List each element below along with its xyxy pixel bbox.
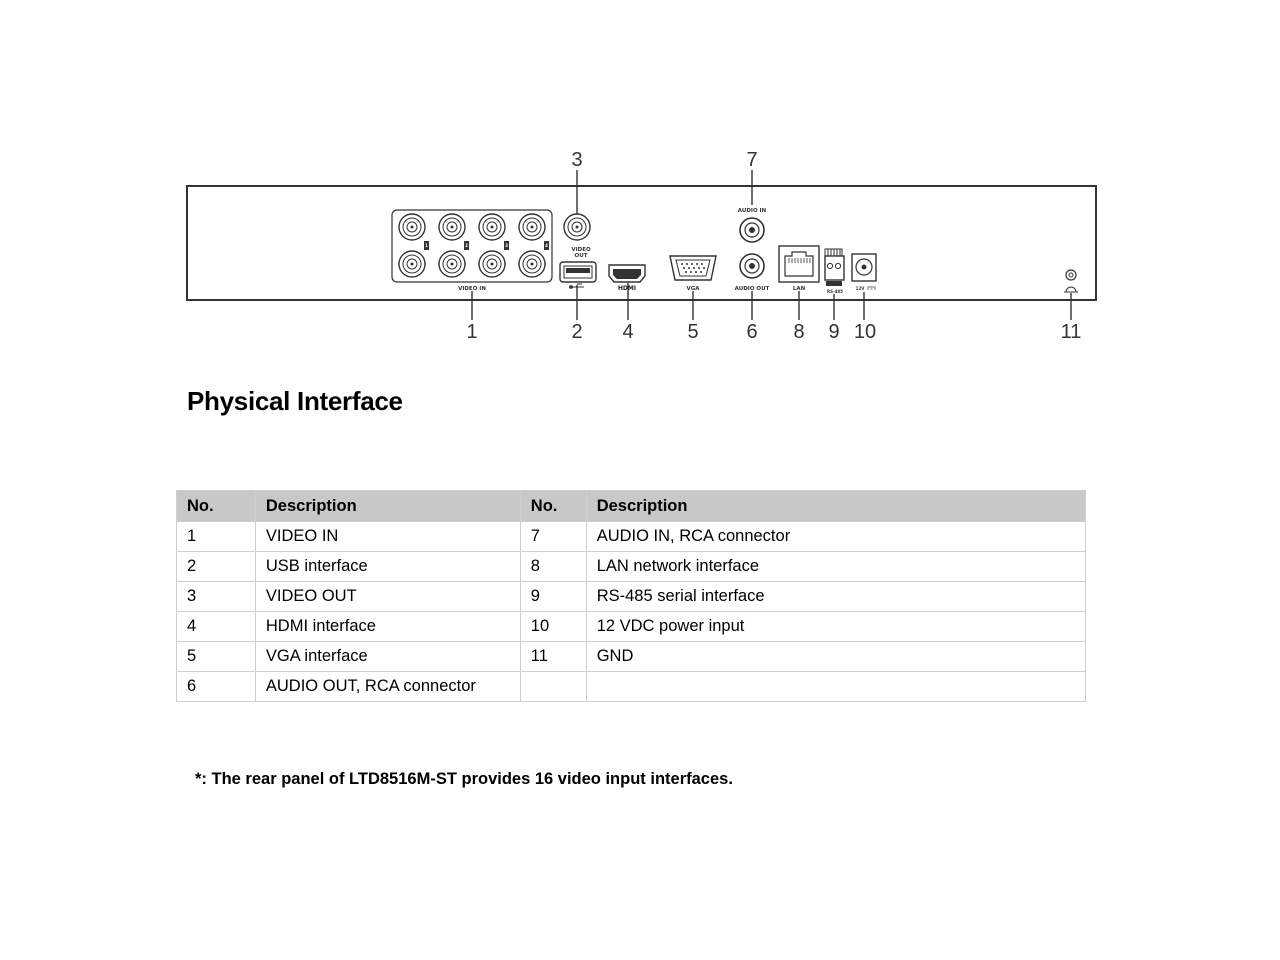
interface-table (176, 490, 1086, 702)
lan-label: LAN (792, 286, 806, 292)
bnc-connector-row-top (399, 214, 545, 240)
table-row (177, 612, 1086, 642)
table-row (177, 522, 1086, 552)
table-cell: 1 (177, 522, 256, 552)
video-out-bnc-connector (564, 214, 590, 240)
header-description-right: Description (586, 491, 1085, 522)
dc-symbol-icon (867, 287, 876, 289)
bnc-channel-numbers (424, 241, 549, 250)
callout-11: 11 (1060, 321, 1082, 343)
audio-in-rca-connector (740, 218, 764, 242)
ground-symbol-icon (1064, 287, 1078, 292)
table-cell (586, 672, 1085, 702)
table-cell: 3 (177, 582, 256, 612)
video-out-label-2: OUT (574, 253, 588, 259)
audio-in-label: AUDIO IN (737, 208, 767, 214)
table-cell (520, 672, 586, 702)
header-no-left: No. (177, 491, 256, 522)
table-cell: RS-485 serial interface (586, 582, 1085, 612)
footnote: *: The rear panel of LTD8516M-ST provides 16 video input interfaces. (195, 770, 733, 788)
svg-text:3: 3 (505, 243, 508, 248)
header-description-left: Description (255, 491, 520, 522)
table-cell: 12 VDC power input (586, 612, 1085, 642)
table-row (177, 552, 1086, 582)
callout-3: 3 (571, 149, 583, 171)
device-rear-panel (187, 186, 1096, 300)
callout-leader-lines (472, 170, 1071, 320)
svg-text:2: 2 (465, 243, 468, 248)
table-row (177, 672, 1086, 702)
table-row (177, 642, 1086, 672)
table-cell: GND (586, 642, 1085, 672)
video-in-label: VIDEO IN (458, 286, 486, 292)
table-row (177, 582, 1086, 612)
gnd-terminal (1066, 270, 1076, 280)
callout-5: 5 (687, 321, 699, 343)
power-label: 12V (855, 286, 865, 291)
callout-8: 8 (793, 321, 805, 343)
table-cell: 8 (520, 552, 586, 582)
rs485-label: RS-485 (827, 289, 843, 294)
callout-10: 10 (853, 321, 877, 343)
hdmi-label: HDMI (617, 285, 637, 292)
table-cell: 7 (520, 522, 586, 552)
table-cell: VIDEO OUT (255, 582, 520, 612)
table-cell: VIDEO IN (255, 522, 520, 552)
usb-port (560, 262, 596, 282)
table-cell: 4 (177, 612, 256, 642)
table-cell: 10 (520, 612, 586, 642)
table-header-row (177, 491, 1086, 522)
audio-out-label: AUDIO OUT (734, 286, 770, 292)
table-cell: 11 (520, 642, 586, 672)
hdmi-port (609, 265, 645, 282)
rs485-terminal (825, 249, 844, 286)
audio-out-rca-connector (740, 254, 764, 278)
page-title: Physical Interface (187, 386, 403, 416)
callout-9: 9 (828, 321, 840, 343)
bnc-connector-row-bottom (399, 251, 545, 277)
table-cell: VGA interface (255, 642, 520, 672)
table-cell: 6 (177, 672, 256, 702)
power-input-jack (852, 254, 876, 281)
svg-text:4: 4 (545, 243, 548, 248)
video-out-label: VIDEO (571, 247, 591, 253)
callout-6: 6 (746, 321, 758, 343)
table-cell: 5 (177, 642, 256, 672)
vga-port (670, 256, 716, 280)
table-cell: 2 (177, 552, 256, 582)
header-no-right: No. (520, 491, 586, 522)
vga-label: VGA (686, 286, 700, 292)
table-cell: AUDIO OUT, RCA connector (255, 672, 520, 702)
lan-port (779, 246, 819, 282)
table-cell: LAN network interface (586, 552, 1085, 582)
callout-7: 7 (746, 149, 758, 171)
table-cell: AUDIO IN, RCA connector (586, 522, 1085, 552)
callout-1: 1 (466, 321, 478, 343)
table-cell: HDMI interface (255, 612, 520, 642)
table-cell: 9 (520, 582, 586, 612)
callout-4: 4 (622, 321, 634, 343)
table-cell: USB interface (255, 552, 520, 582)
rear-panel-diagram (0, 0, 1280, 360)
svg-text:1: 1 (425, 243, 428, 248)
callout-2: 2 (571, 321, 583, 343)
